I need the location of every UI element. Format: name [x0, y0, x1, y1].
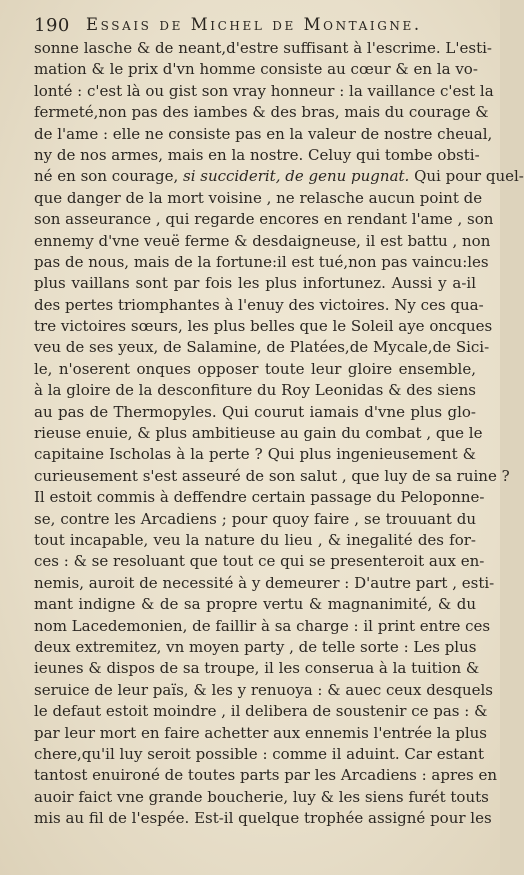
text-line: [34, 701, 488, 722]
text-line: [34, 380, 476, 401]
text-line: [34, 295, 484, 316]
text-line: [34, 273, 476, 294]
text-line: [34, 38, 492, 59]
text-line: [34, 209, 494, 230]
text-line-content: mation & le prix d'vn homme consiste au cœur & en la vo-: [34, 60, 478, 79]
text-line-content: curieusement s'est asseuré de son salut , que luy de sa ruine ?: [34, 466, 510, 485]
text-line: [34, 551, 485, 572]
text-line: [34, 573, 495, 594]
text-line: [34, 59, 476, 80]
text-line-content: Il estoit commis à deffendre certain passage du Peloponne-: [34, 488, 485, 507]
text-line-content: sonne lasche & de neant,d'estre suffisant à l'escrime. L'esti-: [34, 39, 492, 57]
text-line-content: chere,qu'il luy seroit possible : comme il aduint. Car estant: [34, 744, 484, 763]
body-text: [34, 38, 524, 829]
text-line-content: deux extremitez, vn moyen party , de telle sorte : Les plus: [34, 637, 477, 656]
text-line: [34, 616, 491, 637]
text-line-content: le, n'oserent onques opposer toute leur gloire ensemble,: [34, 359, 476, 378]
text-line-content: fermeté,non pas des iambes & des bras, mais du courage &: [34, 103, 489, 122]
text-line-continuation: Qui pour quel-: [409, 167, 524, 186]
text-line: [34, 231, 491, 252]
text-line-content: capitaine Ischolas à la perte ? Qui plus ingenieusement &: [34, 445, 476, 464]
text-line: [34, 337, 490, 358]
text-line-content: à la gloire de la desconfiture du Roy Leonidas & des siens: [34, 381, 476, 400]
text-line: [34, 145, 480, 166]
text-line: [34, 723, 487, 744]
text-line-content: plus vaillans sont par fois les plus infortunez. Aussi y a-il: [34, 274, 476, 293]
text-line: [34, 765, 498, 786]
text-line: [34, 658, 480, 679]
text-line-content: nemis, auroit de necessité à y demeurer : D'autre part , esti-: [34, 573, 495, 592]
text-line: [34, 359, 476, 380]
text-line: [34, 787, 489, 808]
text-line-content: ny de nos armes, mais en la nostre. Celuy qui tombe obsti-: [34, 145, 480, 164]
text-line-content: ennemy d'vne veuë ferme & desdaigneuse, il est battu , non: [34, 231, 491, 250]
text-line-content: tantost enuironé de toutes parts par les Arcadiens : apres en: [34, 766, 498, 785]
text-line-content: que danger de la mort voisine , ne relasche aucun point de: [34, 188, 483, 207]
text-line: [34, 81, 494, 102]
text-line: [34, 402, 476, 423]
page-number: 190: [34, 15, 70, 36]
text-line: [34, 252, 489, 273]
text-line-content: se, contre les Arcadiens ; pour quoy faire , se trouuant du: [34, 509, 476, 528]
text-line: [34, 808, 492, 829]
text-line: [34, 124, 493, 145]
running-head: Essais de Michel de Montaigne.: [86, 15, 422, 34]
text-line: [34, 509, 476, 530]
text-line-content: pas de nous, mais de la fortune:il est tué,non pas vaincu:les: [34, 252, 489, 271]
text-line-content: seruice de leur païs, & les y renuoya : & auec ceux desquels: [34, 680, 494, 699]
text-line: [34, 466, 510, 487]
text-line: [34, 487, 485, 508]
text-line: [34, 594, 476, 615]
text-line-content: au pas de Thermopyles. Qui courut iamais d'vne plus glo-: [34, 402, 476, 421]
text-line: [34, 680, 494, 701]
text-line-content: mant indigne & de sa propre vertu & magnanimité, & du: [34, 595, 476, 614]
page-header: [34, 12, 474, 38]
text-line-content: mis au fil de l'espée. Est-il quelque trophée assigné pour les: [34, 809, 492, 828]
text-line: [34, 444, 476, 465]
text-line-content: rieuse enuie, & plus ambitieuse au gain du combat , que le: [34, 424, 483, 443]
text-line: [34, 102, 489, 123]
text-line-content: son asseurance , qui regarde encores en rendant l'ame , son: [34, 210, 494, 229]
text-line-content: veu de ses yeux, de Salamine, de Platées,de Mycale,de Sici-: [34, 338, 490, 357]
text-line-content: auoir faict vne grande boucherie, luy & les siens furét touts: [34, 787, 489, 806]
text-line: [34, 744, 484, 765]
latin-quotation: si succiderit, de genu pugnat.: [183, 167, 410, 186]
text-line-content: ces : & se resoluant que tout ce qui se presenteroit aux en-: [34, 552, 485, 571]
text-line-content: né en son courage,: [34, 167, 183, 186]
text-line-content: le defaut estoit moindre , il delibera de soustenir ce pas : &: [34, 702, 488, 721]
text-line: [34, 188, 483, 209]
text-line: [34, 423, 483, 444]
text-line: [34, 637, 476, 658]
text-line-content: par leur mort en faire achetter aux ennemis l'entrée la plus: [34, 723, 487, 742]
text-line-content: tout incapable, veu la nature du lieu , & inegalité des for-: [34, 530, 476, 549]
text-line-content: lonté : c'est là ou gist son vray honneur : la vaillance c'est la: [34, 81, 494, 100]
text-line: [34, 530, 476, 551]
text-line-content: nom Lacedemonien, de faillir à sa charge : il print entre ces: [34, 616, 491, 635]
text-line: [34, 166, 524, 187]
text-line: [34, 316, 493, 337]
text-line-content: ieunes & dispos de sa troupe, il les conserua à la tuition &: [34, 659, 480, 678]
text-line-content: de l'ame : elle ne consiste pas en la valeur de nostre cheual,: [34, 124, 493, 143]
text-line-content: tre victoires sœurs, les plus belles que le Soleil aye oncques: [34, 317, 493, 336]
text-line-content: des pertes triomphantes à l'enuy des victoires. Ny ces qua-: [34, 295, 484, 314]
